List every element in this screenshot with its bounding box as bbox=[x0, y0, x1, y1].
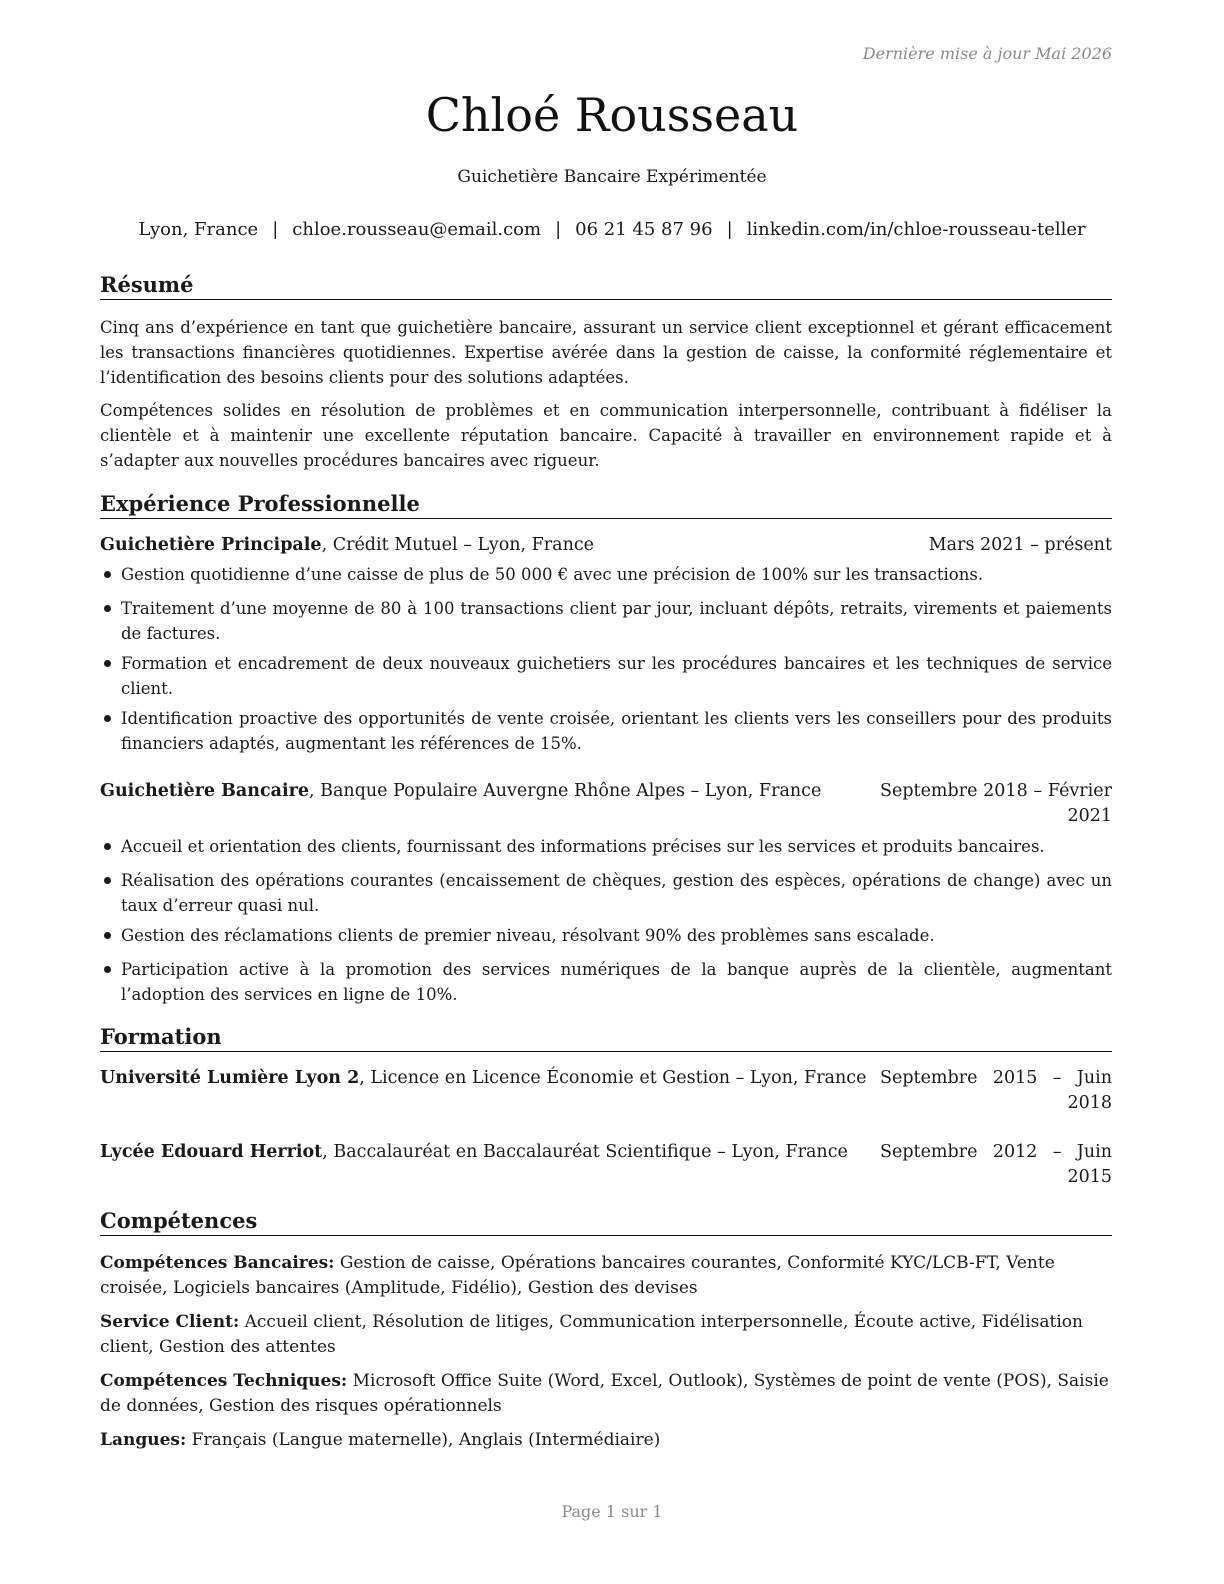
candidate-title: Guichetière Bancaire Expérimentée bbox=[457, 167, 767, 187]
job-bullet: Traitement d’une moyenne de 80 à 100 transactions client par jour, incluant dépôts, retraits, virements et paiements de factures. bbox=[100, 596, 1112, 646]
experience-section bbox=[100, 491, 1112, 1007]
job-role: Guichetière Bancaire bbox=[100, 781, 309, 801]
section-heading-education: Formation bbox=[100, 1024, 1112, 1052]
skills-section bbox=[100, 1208, 1112, 1453]
education-dates: Septembre 2015 – Juin 2018 bbox=[880, 1068, 1112, 1113]
job-bullet: Identification proactive des opportunités de vente croisée, orientant les clients vers les conseillers pour des produits financiers adaptés, augmentant les références de 15%. bbox=[100, 706, 1112, 756]
skill-line bbox=[100, 1428, 1112, 1453]
education-entry bbox=[100, 1066, 1112, 1116]
summary-paragraph: Compétences solides en résolution de problèmes et en communication interpersonnelle, contribuant à fidéliser la clientèle et à maintenir une excellente réputation bancaire. Capacité à travailler en environnement rapide et à s’adapter aux nouvelles procédures bancaires avec rigueur. bbox=[100, 401, 1112, 470]
skill-text: Microsoft Office Suite (Word, Excel, Outlook), Systèmes de point de vente (POS), Saisie de données, Gestion des risques opérationnels bbox=[100, 1371, 1109, 1416]
job-bullet: Gestion quotidienne d’une caisse de plus de 50 000 € avec une précision de 100% sur les transactions. bbox=[100, 562, 1112, 587]
job-bullet: Participation active à la promotion des services numériques de la banque auprès de la clientèle, augmentant l’adoption des services en ligne de 10%. bbox=[100, 957, 1112, 1007]
education-school: Lycée Edouard Herriot bbox=[100, 1142, 323, 1162]
skill-text: Accueil client, Résolution de litiges, Communication interpersonnelle, Écoute active, Fidélisation client, Gestion des attentes bbox=[100, 1312, 1083, 1357]
page-number: Page 1 sur 1 bbox=[561, 1502, 663, 1521]
education-dates: Septembre 2012 – Juin 2015 bbox=[880, 1142, 1112, 1187]
education-section bbox=[100, 1024, 1112, 1190]
job-entry bbox=[100, 533, 1112, 756]
education-detail: , Baccalauréat en Baccalauréat Scientifique – Lyon, France bbox=[322, 1142, 848, 1162]
section-heading-summary: Résumé bbox=[100, 272, 1112, 300]
contact-linkedin[interactable]: linkedin.com/in/chloe-rousseau-teller bbox=[746, 219, 1086, 240]
skill-text: Français (Langue maternelle), Anglais (Intermédiaire) bbox=[186, 1430, 661, 1450]
skill-label: Compétences Bancaires: bbox=[100, 1253, 335, 1273]
contact-separator: | bbox=[555, 219, 562, 240]
section-heading-experience: Expérience Professionnelle bbox=[100, 491, 1112, 519]
education-school: Université Lumière Lyon 2 bbox=[100, 1068, 360, 1088]
education-entry bbox=[100, 1140, 1112, 1190]
education-detail: , Licence en Licence Économie et Gestion – Lyon, France bbox=[359, 1068, 867, 1088]
job-entry bbox=[100, 779, 1112, 1007]
job-bullet: Formation et encadrement de deux nouveaux guichetiers sur les procédures bancaires et les techniques de service client. bbox=[100, 651, 1112, 701]
job-bullet: Réalisation des opérations courantes (encaissement de chèques, gestion des espèces, opérations de change) avec un taux d’erreur quasi nul. bbox=[100, 868, 1112, 918]
contact-separator: | bbox=[272, 219, 279, 240]
skill-text: Gestion de caisse, Opérations bancaires courantes, Conformité KYC/LCB-FT, Vente croisée, Logiciels bancaires (Amplitude, Fidélio), Gestion des devises bbox=[100, 1253, 1055, 1298]
skill-line bbox=[100, 1310, 1112, 1360]
candidate-name: Chloé Rousseau bbox=[425, 88, 799, 142]
job-bullet: Accueil et orientation des clients, fournissant des informations précises sur les services et produits bancaires. bbox=[100, 834, 1112, 859]
skill-label: Langues: bbox=[100, 1430, 187, 1450]
last-updated: Dernière mise à jour Mai 2026 bbox=[862, 44, 1112, 63]
job-dates: Mars 2021 – présent bbox=[928, 535, 1112, 555]
skill-line bbox=[100, 1369, 1112, 1419]
skill-label: Service Client: bbox=[100, 1312, 240, 1332]
job-bullet: Gestion des réclamations clients de premier niveau, résolvant 90% des problèmes sans escalade. bbox=[100, 923, 1112, 948]
contact-separator: | bbox=[726, 219, 733, 240]
job-org: , Banque Populaire Auvergne Rhône Alpes – Lyon, France bbox=[309, 781, 822, 801]
job-org: , Crédit Mutuel – Lyon, France bbox=[321, 535, 595, 555]
contact-line bbox=[0, 219, 1224, 240]
job-header bbox=[100, 533, 1112, 558]
skill-line bbox=[100, 1251, 1112, 1301]
summary-paragraph: Cinq ans d’expérience en tant que guichetière bancaire, assurant un service client exceptionnel et gérant efficacement les transactions financières quotidiennes. Expertise avérée dans la gestion de caisse, la conformité réglementaire et l’identification des besoins clients pour des solutions adaptées. bbox=[100, 318, 1112, 387]
summary-section bbox=[100, 272, 1112, 473]
section-heading-skills: Compétences bbox=[100, 1208, 1112, 1236]
job-header bbox=[100, 779, 1112, 829]
job-role: Guichetière Principale bbox=[100, 535, 322, 555]
skill-label: Compétences Techniques: bbox=[100, 1371, 348, 1391]
job-dates: Septembre 2018 – Février 2021 bbox=[880, 781, 1112, 826]
contact-email[interactable]: chloe.rousseau@email.com bbox=[292, 219, 542, 240]
contact-phone: 06 21 45 87 96 bbox=[575, 219, 713, 240]
contact-location: Lyon, France bbox=[138, 219, 259, 240]
